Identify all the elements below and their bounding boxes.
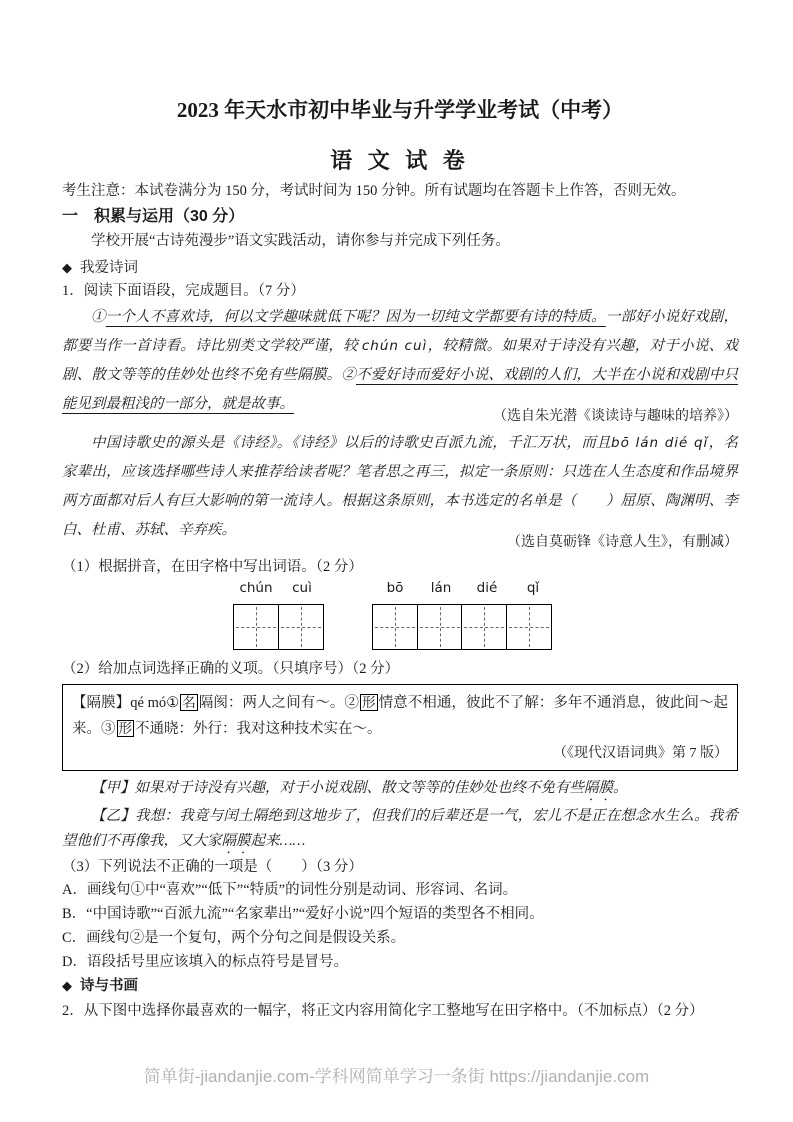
passage-tag: 【乙】 xyxy=(91,808,136,824)
diamond-icon: ◆ xyxy=(62,260,72,275)
pinyin-grid-area xyxy=(233,580,738,650)
passage-tag: 【甲】 xyxy=(91,780,135,796)
passage-1 xyxy=(62,303,738,419)
passage-segment: 。 xyxy=(613,780,628,796)
passage-segment: ，名家辈出，应该选择哪些诗人来推荐给读者呢？笔者思之再三，拟定一条原则：只选在人生态度和作品境界两方面都对后人有巨大影响的第一流诗人。根据这条原则，本书选定的名单是（ ）屈原、陶渊明、李白、杜甫、苏轼、辛弃疾。 xyxy=(62,435,739,538)
emphasized-word: 隔膜 xyxy=(584,780,613,796)
option-d: D．语段括号里应该填入的标点符号是冒号。 xyxy=(62,954,348,970)
sense-text: 隔阂：两人之间有～。 xyxy=(198,695,345,711)
part-of-speech-box: 形 xyxy=(118,721,132,736)
passage-segment: 中国诗歌史的源头是《诗经》。《诗经》以后的诗歌史百派九流，千汇万状，而且 xyxy=(91,435,612,451)
pinyin-inline: bō lán dié qǐ xyxy=(611,435,709,451)
passage-segment: ，较精微。如果对于诗没有兴趣，对于小说、戏剧、散文等等的佳妙处也终不免有些隔膜。 xyxy=(62,338,739,383)
pinyin-inline: chún cuì xyxy=(361,338,428,354)
tianzige-row xyxy=(233,604,325,650)
candidate-notice: 考生注意：本试卷满分为 150 分，考试时间为 150 分钟。所有试题均在答题卡上作答，否则无效。 xyxy=(62,183,686,199)
option-b: B．“中国诗歌”“百派九流”“名家辈出”“爱好小说”四个短语的类型各不相同。 xyxy=(62,906,544,922)
question-1-3-stem: （3）下列说法不正确的一项是（ ）（3 分） xyxy=(62,859,363,875)
tianzige-cell xyxy=(233,604,279,650)
option-c: C．画线句②是一个复句，两个分句之间是假设关系。 xyxy=(62,930,406,946)
passage-2 xyxy=(62,429,738,545)
question-2-stem: 2．从下图中选择你最喜欢的一幅字，将正文内容用简化字工整地写在田字格中。（不加标点）（2 分） xyxy=(62,1003,704,1019)
passage-segment: 如果对于诗没有兴趣，对于小说戏剧、散文等等的佳妙处也终不免有些 xyxy=(134,780,584,796)
question-1-1-stem: （1）根据拼音，在田字格中写出词语。（2 分） xyxy=(62,559,363,575)
pinyin-label: dié xyxy=(476,580,498,596)
watermark-footer: 简单街-jiandanjie.com-学科网简单学习一条街 https://jiandanjie.com xyxy=(143,1067,650,1086)
sense-number: ③ xyxy=(101,721,116,737)
passage-segment: 起来…… xyxy=(250,833,306,849)
option-a: A．画线句①中“喜欢”“低下”“特质”的词性分别是动词、形容词、名词。 xyxy=(62,882,518,898)
pinyin-grid-group-1 xyxy=(233,580,325,650)
sense-number: ① xyxy=(166,695,180,711)
diamond-icon: ◆ xyxy=(62,978,72,993)
sense-text: 不通晓：外行：我对这种技术实在～。 xyxy=(135,721,382,737)
pinyin-labels xyxy=(372,580,556,597)
emphasized-word: 隔膜 xyxy=(221,833,251,849)
underlined-clause-1: 一个人不喜欢诗，何以文学趣味就低下呢？因为一切纯文学都要有诗的特质。 xyxy=(105,309,606,325)
dictionary-entry-box xyxy=(62,684,738,771)
part-of-speech-box: 形 xyxy=(362,695,376,710)
subsection-love-poetry xyxy=(62,258,738,278)
pinyin-labels xyxy=(233,580,325,597)
section-1-heading: 一 积累与运用（30 分） xyxy=(62,208,245,225)
dict-headword: 【隔膜】qé mó xyxy=(72,695,167,711)
page-title: 2023 年天水市初中毕业与升学学业考试（中考） xyxy=(176,98,624,122)
pinyin-grid-group-2 xyxy=(372,580,556,650)
question-1-2-stem: （2）给加点词选择正确的义项。（只填序号）（2 分） xyxy=(62,661,400,677)
passage-segment: 一部好小说好戏剧，都要当作一首诗看。诗比别类文学较严谨，较 xyxy=(62,309,739,354)
pinyin-label: bō xyxy=(386,580,404,596)
tianzige-cell xyxy=(461,604,507,650)
sense-number: ② xyxy=(344,695,360,711)
tianzige-row xyxy=(372,604,556,650)
passage-jia xyxy=(62,776,738,804)
part-of-speech-box: 名 xyxy=(182,695,196,710)
dictionary-source: （《现代汉语词典》第 7 版） xyxy=(553,746,728,761)
tianzige-cell xyxy=(417,604,463,650)
citation-1: （选自朱光潜《谈读诗与趣味的培养》） xyxy=(493,409,738,424)
sense-text: 情意不相通，彼此不了解：多年不通消息，彼此间～起来。 xyxy=(72,695,729,737)
tianzige-cell xyxy=(372,604,418,650)
dictionary-entry xyxy=(72,690,728,742)
citation-2: （选自莫砺锋《诗意人生》，有删减） xyxy=(507,535,738,550)
subsection-poetry-painting xyxy=(62,976,738,996)
sentence-number: ① xyxy=(91,309,106,325)
subsection-label: 诗与书画 xyxy=(80,978,138,994)
pinyin-label: qǐ xyxy=(526,580,540,596)
passage-segment: 我想：我竟与闰土隔绝到这地步了，但我们的后辈还是一气，宏儿不是正在想念水生么。我希望他们不再像我，又大家 xyxy=(62,808,739,849)
section-1-intro: 学校开展“古诗苑漫步”语文实践活动，请你参与并完成下列任务。 xyxy=(91,233,510,249)
sentence-number: ② xyxy=(341,367,357,383)
underlined-clause-2: 不爱好诗而爱好小说、戏剧的人们，大半在小说和戏剧中只能见到最粗浅的一部分，就是故事。 xyxy=(62,367,739,412)
pinyin-label: cuì xyxy=(292,580,312,596)
passage-yi xyxy=(62,804,738,857)
subsection-label: 我爱诗词 xyxy=(80,260,138,276)
question-1-stem: 1．阅读下面语段，完成题目。（7 分） xyxy=(62,283,305,299)
pinyin-label: chún xyxy=(239,580,273,596)
pinyin-label: lán xyxy=(430,580,452,596)
paper-subject-title: 语 文 试 卷 xyxy=(330,148,470,173)
tianzige-cell xyxy=(278,604,324,650)
tianzige-cell xyxy=(506,604,552,650)
